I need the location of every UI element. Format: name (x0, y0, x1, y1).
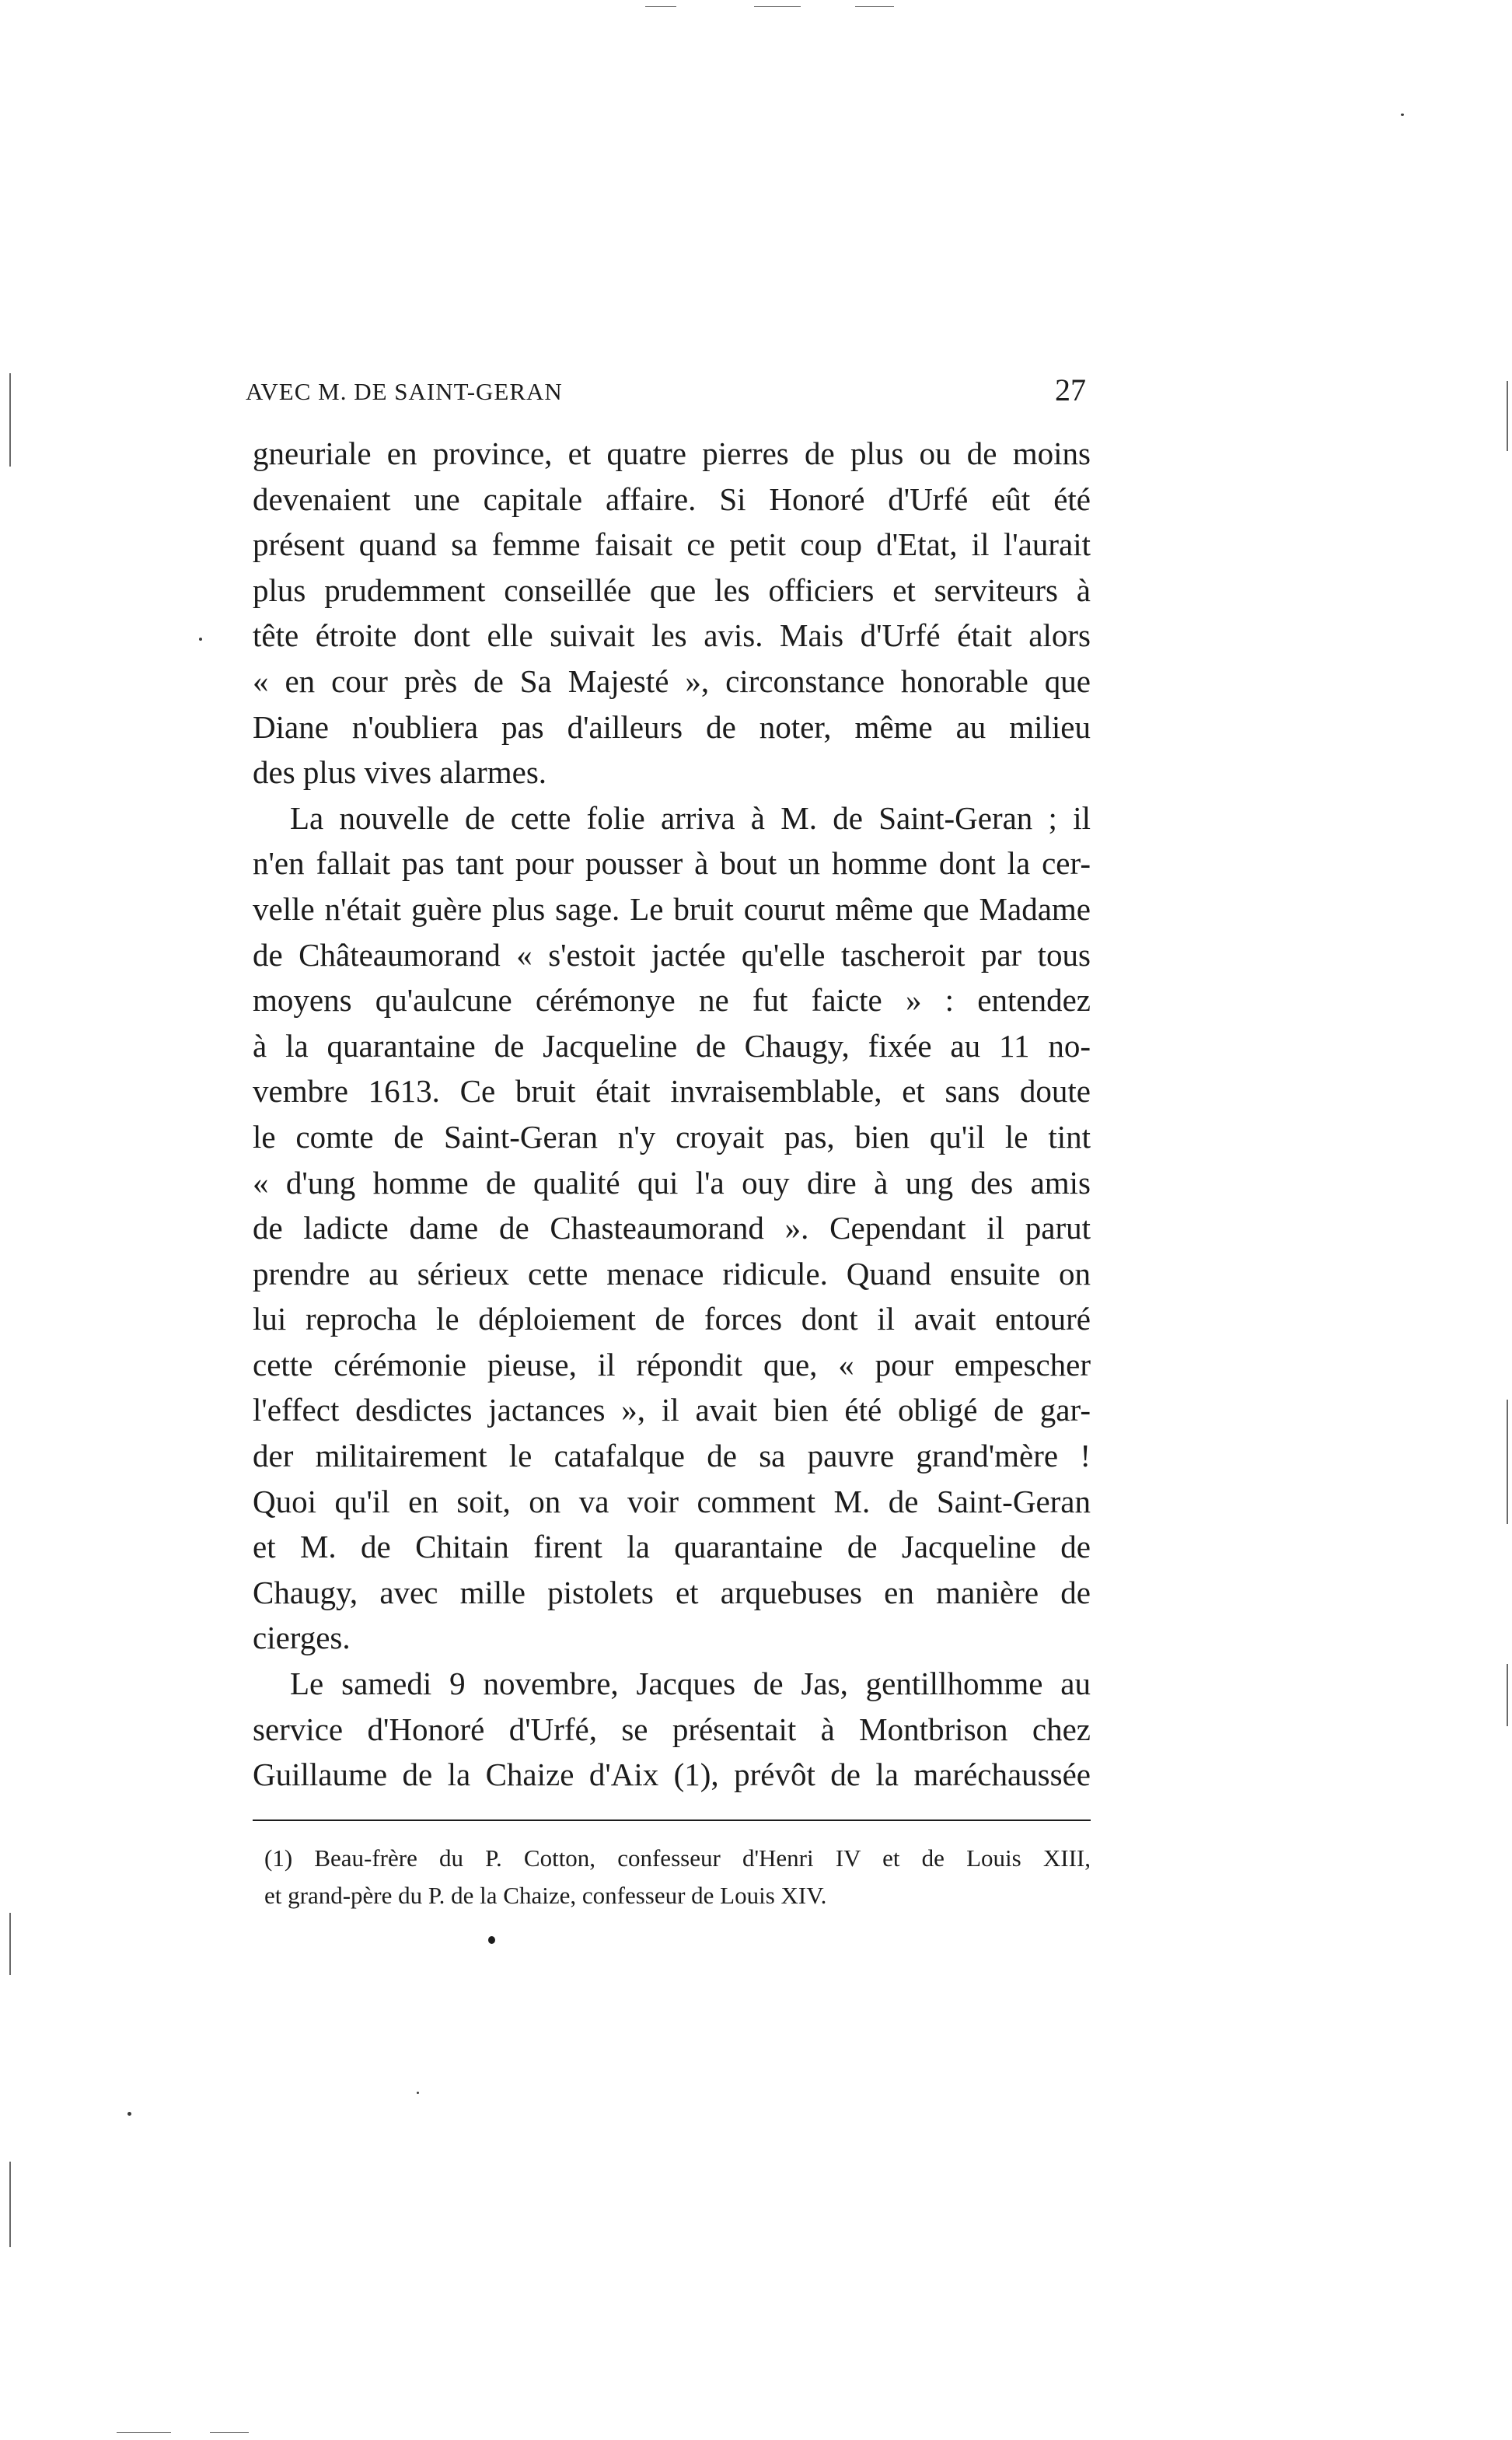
text-line: cierges. (253, 1620, 351, 1656)
text-line: le comte de Saint-Geran n'y croyait pas, bien qu'il le tint (253, 1118, 1091, 1155)
footnote-line: (1) Beau-frère du P. Cotton, confesseur d'Henri IV et de Louis XIII, (264, 1844, 1091, 1872)
text-line: et M. de Chitain firent la quarantaine de Jacqueline de (253, 1529, 1091, 1565)
scan-edge-line (117, 2432, 171, 2433)
text-line: devenaient une capitale affaire. Si Honoré d'Urfé eût été (253, 481, 1091, 517)
text-line: gneuriale en province, et quatre pierres de plus ou de moins (253, 435, 1091, 471)
text-line: Diane n'oubliera pas d'ailleurs de noter, même au milieu (253, 708, 1091, 745)
scan-edge-line (210, 2432, 249, 2433)
text-line: plus prudemment conseillée que les officiers et serviteurs à (253, 572, 1091, 608)
text-line: cette cérémonie pieuse, il répondit que, « pour empescher (253, 1346, 1091, 1383)
scan-edge-line (1507, 1664, 1508, 1726)
text-line: service d'Honoré d'Urfé, se présentait à Montbrison chez (253, 1711, 1091, 1747)
scan-edge-line (9, 2162, 11, 2247)
text-line: tête étroite dont elle suivait les avis. Mais d'Urfé était alors (253, 617, 1091, 654)
footnote-rule (253, 1820, 1091, 1821)
footnote (264, 1840, 1091, 1914)
text-line: à la quarantaine de Jacqueline de Chaugy, fixée au 11 no- (253, 1027, 1091, 1064)
text-line: moyens qu'aulcune cérémonye ne fut faicte » : entendez (253, 982, 1091, 1019)
scan-edge-line (754, 6, 801, 7)
text-line: Le samedi 9 novembre, Jacques de Jas, gentillhomme au (290, 1666, 1091, 1702)
scan-edge-line (1507, 381, 1508, 451)
text-line: Quoi qu'il en soit, on va voir comment M. de Saint-Geran (253, 1483, 1091, 1519)
page-number: 27 (1055, 372, 1086, 407)
text-line: vembre 1613. Ce bruit était invraisemblable, et sans doute (253, 1073, 1091, 1110)
text-line: der militairement le catafalque de sa pauvre grand'mère ! (253, 1438, 1091, 1474)
scan-edge-line (9, 373, 11, 467)
text-line: de ladicte dame de Chasteaumorand ». Cependant il parut (253, 1210, 1091, 1246)
text-line: l'effect desdictes jactances », il avait bien été obligé de gar- (253, 1392, 1091, 1428)
scan-edge-line (645, 6, 676, 7)
scan-edge-line (9, 1913, 11, 1975)
text-line: velle n'était guère plus sage. Le bruit courut même que Madame (253, 890, 1091, 927)
footnote-line: et grand-père du P. de la Chaize, confesseur de Louis XIV. (264, 1882, 827, 1909)
text-line: Guillaume de la Chaize d'Aix (1), prévôt de la maréchaussée (253, 1757, 1091, 1793)
body-text (253, 431, 1091, 1798)
scan-speck (199, 638, 202, 641)
scan-speck (417, 2092, 419, 2094)
text-line: des plus vives alarmes. (253, 754, 547, 791)
text-line: « en cour près de Sa Majesté », circonstance honorable que (253, 662, 1091, 699)
text-line: présent quand sa femme faisait ce petit coup d'Etat, il l'aurait (253, 526, 1091, 563)
scan-speck (1401, 114, 1404, 116)
text-line: Chaugy, avec mille pistolets et arquebuses en manière de (253, 1574, 1091, 1610)
scan-edge-line (855, 6, 894, 7)
text-line: de Châteaumorand « s'estoit jactée qu'elle tascheroit par tous (253, 936, 1091, 973)
scan-speck (127, 2112, 131, 2116)
text-line: lui reprocha le déploiement de forces dont il avait entouré (253, 1301, 1091, 1337)
print-mark-dot (488, 1936, 495, 1944)
text-line: prendre au sérieux cette menace ridicule. Quand ensuite on (253, 1255, 1091, 1292)
running-title: AVEC M. DE SAINT-GERAN (246, 378, 563, 405)
text-line: « d'ung homme de qualité qui l'a ouy dire à ung des amis (253, 1164, 1091, 1201)
scan-edge-line (1507, 1400, 1508, 1524)
text-line: La nouvelle de cette folie arriva à M. de Saint-Geran ; il (290, 799, 1091, 836)
text-line: n'en fallait pas tant pour pousser à bout un homme dont la cer- (253, 845, 1091, 882)
